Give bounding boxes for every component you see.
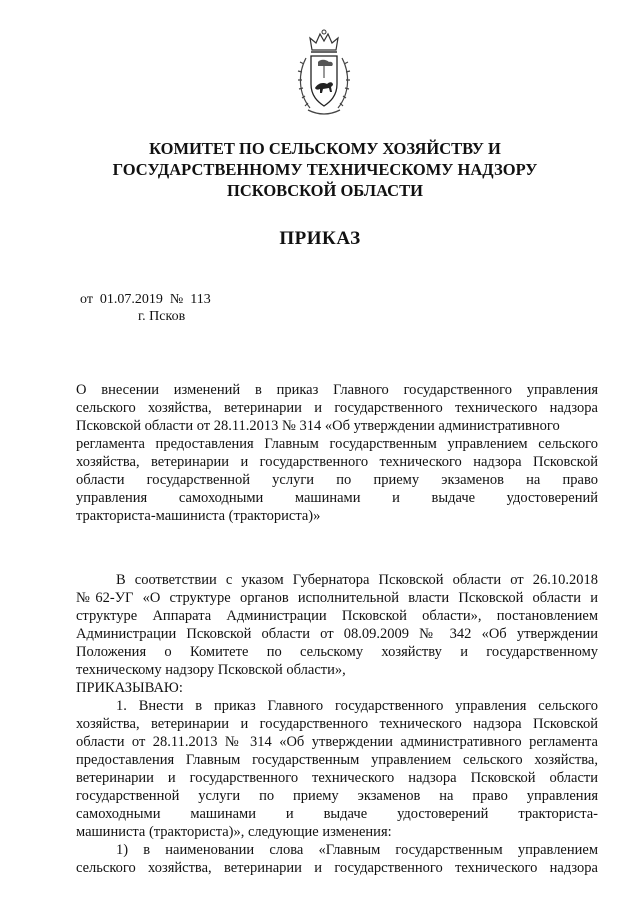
subject-line: области государственной услуги по приему экзаменов на право xyxy=(76,472,598,488)
body-line: машиниста (тракториста)», следующие изменения: xyxy=(76,824,392,840)
body-line: 1) в наименовании слова «Главным государственным управлением xyxy=(116,842,598,858)
body-line: Положения о Комитете по сельскому хозяйству и государственному xyxy=(76,644,598,660)
document-type-heading: ПРИКАЗ xyxy=(279,228,361,249)
coat-of-arms-emblem xyxy=(296,28,352,118)
body-line: области от 28.11.2013 № 314 «Об утверждении административного регламента xyxy=(76,734,598,750)
subject-line: Псковской области от 28.11.2013 № 314 «Об утверждении административного xyxy=(76,418,560,434)
body-line: ветеринарии и государственного технического надзора Псковской области xyxy=(76,770,598,786)
subject-line: регламента предоставления Главным государственным управлением сельского xyxy=(76,436,598,452)
subject-line: тракториста-машиниста (тракториста)» xyxy=(76,508,321,524)
order-date-number: от 01.07.2019 № 113 xyxy=(80,292,211,307)
body-line: хозяйства, ветеринарии и государственного технического надзора Псковской xyxy=(76,716,598,732)
body-line: сельского хозяйства, ветеринарии и государственного технического надзора xyxy=(76,860,598,876)
organization-title xyxy=(60,138,590,201)
org-title-line: КОМИТЕТ ПО СЕЛЬСКОМУ ХОЗЯЙСТВУ И xyxy=(149,139,501,158)
body-line: предоставления Главным государственным управлением сельского хозяйства, xyxy=(76,752,598,768)
subject-line: хозяйства, ветеринарии и государственного технического надзора Псковской xyxy=(76,454,598,470)
body-line: №62-УГ «О структуре органов исполнительной власти Псковской области и xyxy=(76,590,598,606)
subject-line: О внесении изменений в приказ Главного государственного управления xyxy=(76,382,598,398)
body-line: самоходными машинами и выдаче удостоверений тракториста- xyxy=(76,806,598,822)
subject-line: управления самоходными машинами и выдаче удостоверений xyxy=(76,490,598,506)
subject-line: сельского хозяйства, ветеринарии и государственного технического надзора xyxy=(76,400,598,416)
body-line: техническому надзору Псковской области», xyxy=(76,662,346,678)
org-title-line: ПСКОВСКОЙ ОБЛАСТИ xyxy=(227,181,423,200)
body-line: В соответствии с указом Губернатора Псковской области от 26.10.2018 xyxy=(116,572,598,588)
body-line: 1. Внести в приказ Главного государственного управления сельского xyxy=(116,698,598,714)
order-place: г. Псков xyxy=(138,309,186,324)
body-line: Администрации Псковской области от 08.09.2009 № 342 «Об утверждении xyxy=(76,626,598,642)
body-line: государственной услуги по приему экзаменов на право управления xyxy=(76,788,598,804)
org-title-line: ГОСУДАРСТВЕННОМУ ТЕХНИЧЕСКОМУ НАДЗОРУ xyxy=(112,160,538,179)
body-line: структуре Аппарата Администрации Псковской области», постановлением xyxy=(76,608,598,624)
body-line: ПРИКАЗЫВАЮ: xyxy=(76,680,183,696)
